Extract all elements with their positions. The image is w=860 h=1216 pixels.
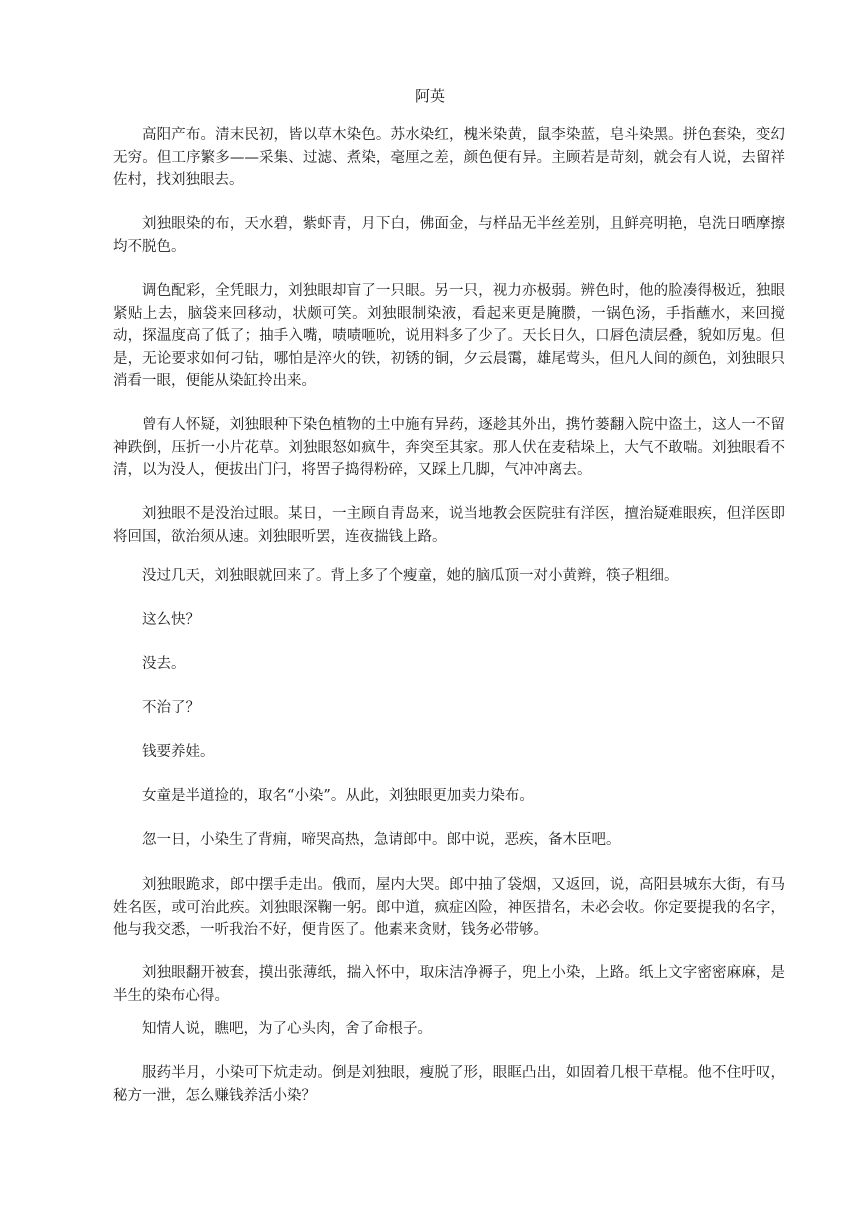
paragraph: 曾有人怀疑，刘独眼种下染色植物的土中施有异药，逐趁其外出，携竹蒌翻入院中盗土，这人一不留神跌倒，压折一小片花草。刘独眼怒如疯牛，奔突至其家。那人伏在麦秸垛上，大气不敢喘。刘独眼看不清，以为没人，便拔出门闩，将罟子捣得粉碎，又踩上几脚，气冲冲离去。 [113, 417, 785, 478]
paragraph: 忽一日，小染生了背痈，啼哭高热，急请郎中。郎中说，恶疾，备木臣吧。 [142, 832, 621, 848]
paragraph: 钱要养娃。 [142, 744, 215, 760]
paragraph: 服药半月，小染可下炕走动。倒是刘独眼，瘦脱了形，眼眶凸出，如固着几根干草棍。他不住吁叹，秘方一泄，怎么赚钱养活小染？ [113, 1065, 785, 1104]
paragraph: 不治了？ [142, 700, 200, 716]
paragraph: 调色配彩，全凭眼力，刘独眼却盲了一只眼。另一只，视力亦极弱。辨色时，他的脸凑得极近，独眼紧贴上去，脑袋来回移动，状颇可笑。刘独眼制染液，看起来更是腌臜，一锅色汤，手指蘸水，来回搅动，探温度高了低了；抽手入嘴，啧啧咂吮，说用料多了少了。天长日久，口唇色渍层叠，貌如厉鬼。但是，无论要求如何刁钻，哪怕是淬火的铁，初锈的铜，夕云晨霭，雄尾莺头，但凡人间的颜色，刘独眼只消看一眼，便能从染缸拎出来。 [113, 283, 785, 389]
document-title: 阿英 [414, 87, 445, 105]
paragraph: 刘独眼不是没治过眼。某日，一主顾自青岛来，说当地教会医院驻有洋医，擅治疑难眼疾，但洋医即将回国，欲治须从速。刘独眼听罢，连夜揣钱上路。 [113, 506, 785, 545]
paragraph: 高阳产布。清末民初，皆以草木染色。苏水染红，槐米染黄，鼠李染蓝，皂斗染黑。拼色套染，变幻无穷。但工序繁多——采集、过滤、煮染，毫厘之差，颜色便有异。主顾若是苛刻，就会有人说，去留祥佐村，找刘独眼去。 [113, 127, 785, 188]
paragraph: 没去。 [142, 656, 186, 672]
paragraph: 刘独眼染的布，天水碧，紫虾青，月下白，佛面金，与样品无半丝差别，且鲜亮明艳，皂洗日晒摩擦均不脱色。 [113, 216, 785, 255]
paragraph: 刘独眼跪求，郎中摆手走出。俄而，屋内大哭。郎中抽了袋烟，又返回，说，高阳县城东大街，有马姓名医，或可治此疾。刘独眼深鞠一躬。郎中道，疯症凶险，神医措名，未必会收。你定要提我的名字，他与我交悉，一听我治不好，便肯医了。他素来贪财，钱务必带够。 [113, 877, 785, 938]
paragraph: 刘独眼翻开被套，摸出张薄纸，揣入怀中，取床洁净褥子，兜上小染，上路。纸上文字密密麻麻，是半生的染布心得。 [113, 965, 785, 1004]
paragraph: 知情人说，瞧吧，为了心头肉，舍了命根子。 [142, 1021, 432, 1037]
paragraph: 这么快？ [142, 612, 200, 628]
paragraph: 女童是半道捡的，取名“小染”。从此，刘独眼更加卖力染布。 [142, 788, 534, 804]
paragraph: 没过几天，刘独眼就回来了。背上多了个瘦童，她的脑瓜顶一对小黄辫，筷子粗细。 [142, 568, 679, 584]
